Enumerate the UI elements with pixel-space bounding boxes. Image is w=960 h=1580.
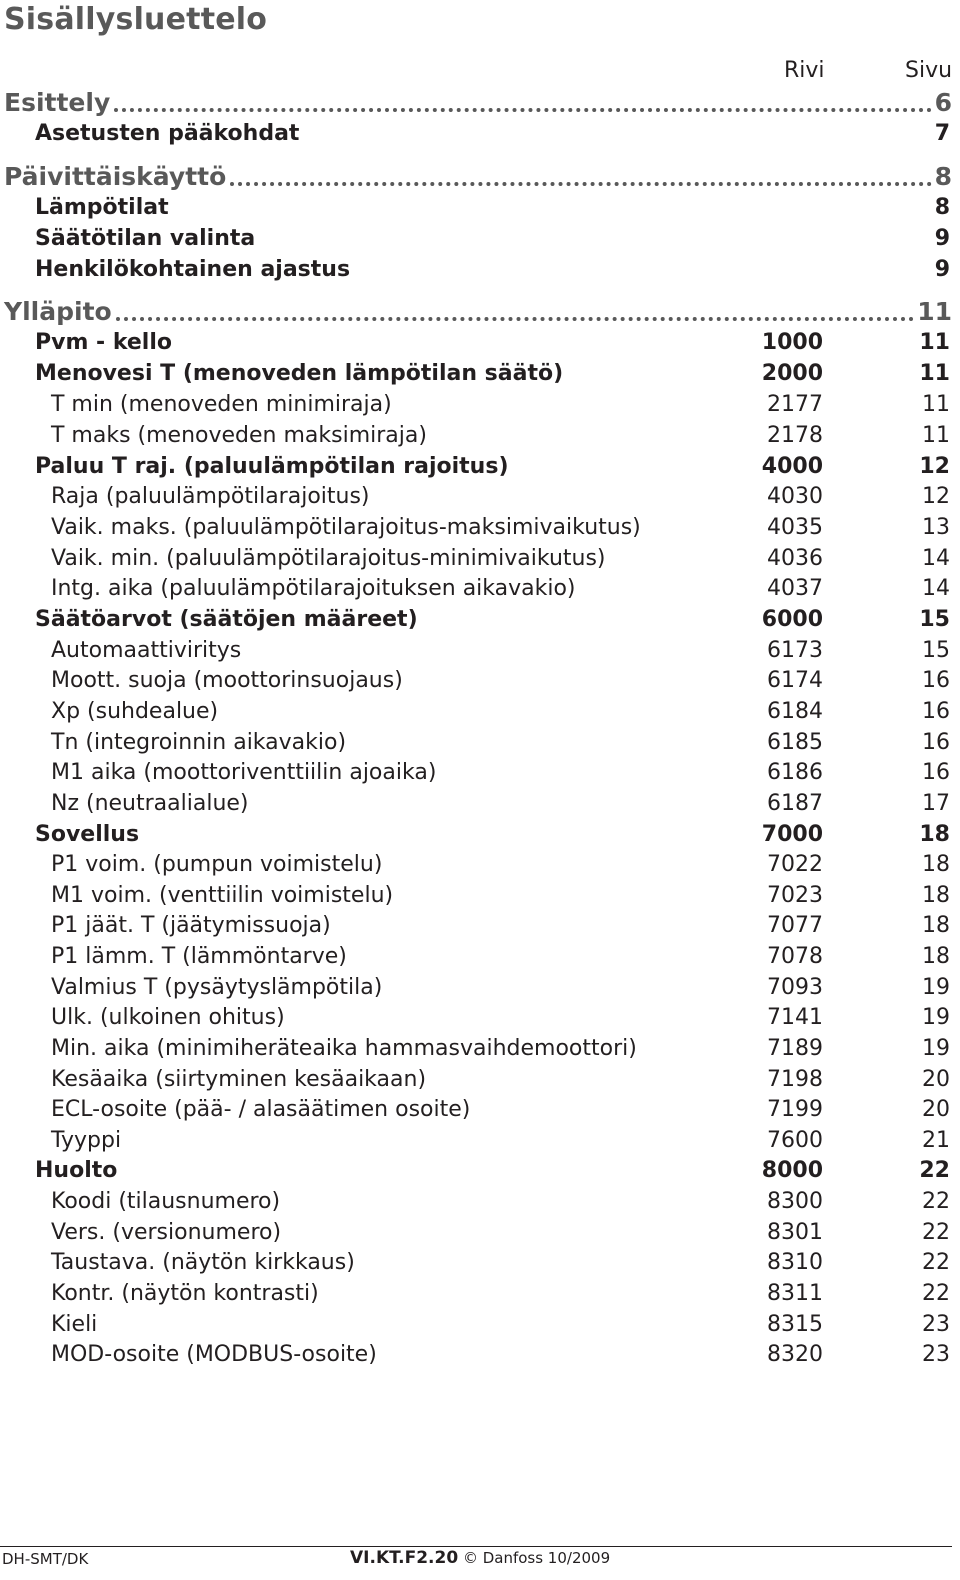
toc-row [0,728,960,758]
toc-label: Tyyppi [51,1128,122,1153]
toc-row [0,255,960,285]
toc-label: Raja (paluulämpötilarajoitus) [51,484,370,509]
toc-label: Sovellus [35,822,140,847]
toc-label: M1 aika (moottoriventtiilin ajoaika) [51,760,437,785]
toc-sivu: 8 [934,195,950,220]
toc-row [0,820,960,850]
toc-sivu: 11 [922,392,950,417]
toc-label: MOD-osoite (MODBUS-osoite) [51,1342,377,1367]
toc-row [0,1218,960,1248]
toc-row [0,482,960,512]
toc-label: Asetusten pääkohdat [35,121,300,146]
toc-label: Intg. aika (paluulämpötilarajoituksen aikavakio) [51,576,576,601]
toc-sivu: 16 [922,668,950,693]
toc-row [0,1248,960,1278]
toc-rivi: 7198 [767,1067,823,1092]
toc-row [0,911,960,941]
toc-row [0,636,960,666]
toc-rivi: 6000 [761,607,823,632]
toc-sivu: 18 [919,822,950,847]
toc-sivu: 13 [922,515,950,540]
toc-sivu: 8 [934,162,952,191]
toc-sivu: 16 [922,699,950,724]
toc-row [0,1279,960,1309]
toc-rivi: 7093 [767,975,823,1000]
toc-label: P1 voim. (pumpun voimistelu) [51,852,383,877]
toc-rivi: 7000 [761,822,823,847]
toc-rivi: 8311 [767,1281,823,1306]
toc-rivi: 2177 [767,392,823,417]
page-title: Sisällysluettelo [4,2,268,37]
toc-label: Ulk. (ulkoinen ohitus) [51,1005,285,1030]
toc-sivu: 18 [922,852,950,877]
footer-copyright: © Danfoss 10/2009 [462,1549,611,1567]
toc-row [0,193,960,223]
toc-label: Tn (integroinnin aikavakio) [51,730,347,755]
toc-rivi: 6174 [767,668,823,693]
toc-row [0,1034,960,1064]
toc-rivi: 4036 [767,546,823,571]
toc-sivu: 6 [934,88,952,117]
toc-sivu: 12 [922,484,950,509]
toc-row [0,1340,960,1370]
toc-sivu: 9 [934,226,950,251]
toc-rivi: 2000 [761,361,823,386]
toc-row [0,697,960,727]
toc-label: Kesäaika (siirtyminen kesäaikaan) [51,1067,427,1092]
toc-label: Säätöarvot (säätöjen määreet) [35,607,418,632]
toc-row [0,513,960,543]
toc-row [0,1003,960,1033]
toc-rivi: 4035 [767,515,823,540]
toc-row [0,605,960,635]
toc-label: Taustava. (näytön kirkkaus) [51,1250,355,1275]
toc-sivu: 23 [922,1342,950,1367]
toc-row [0,421,960,451]
toc-rivi: 8000 [761,1158,823,1183]
toc-rivi: 4000 [761,454,823,479]
toc-section-row [0,297,960,327]
toc-rivi: 7199 [767,1097,823,1122]
toc-sivu: 15 [919,607,950,632]
toc-sivu: 11 [919,361,950,386]
toc-rivi: 6173 [767,638,823,663]
toc-label: T maks (menoveden maksimiraja) [51,423,427,448]
toc-rivi: 8310 [767,1250,823,1275]
toc-row [0,758,960,788]
toc-rivi: 6187 [767,791,823,816]
toc-rivi: 7077 [767,913,823,938]
sivu-column-header: Sivu [905,58,953,83]
toc-sivu: 20 [922,1097,950,1122]
toc-label: Xp (suhdealue) [51,699,219,724]
dot-leader [116,317,914,321]
toc-row [0,390,960,420]
toc-label: Moott. suoja (moottorinsuojaus) [51,668,403,693]
toc-label: ECL-osoite (pää- / alasäätimen osoite) [51,1097,471,1122]
toc-row [0,574,960,604]
toc-row [0,1156,960,1186]
toc-rivi: 2178 [767,423,823,448]
toc-label: Ylläpito [4,297,112,326]
toc-sivu: 17 [922,791,950,816]
toc-sivu: 22 [919,1158,950,1183]
toc-sivu: 15 [922,638,950,663]
toc-sivu: 23 [922,1312,950,1337]
rivi-column-header: Rivi [784,58,825,83]
toc-label: Pvm - kello [35,330,172,355]
toc-sivu: 18 [922,944,950,969]
footer-doc-code: VI.KT.F2.20 [350,1548,459,1568]
toc-label: Nz (neutraalialue) [51,791,249,816]
footer-left-code: DH-SMT/DK [2,1550,89,1568]
toc-label: Huolto [35,1158,118,1183]
toc-rivi: 8320 [767,1342,823,1367]
toc-sivu: 21 [922,1128,950,1153]
toc-label: Automaattiviritys [51,638,242,663]
toc-row [0,452,960,482]
toc-section-row [0,88,960,118]
toc-label: P1 lämm. T (lämmöntarve) [51,944,347,969]
toc-sivu: 20 [922,1067,950,1092]
toc-label: Vers. (versionumero) [51,1220,282,1245]
toc-label: Henkilökohtainen ajastus [35,257,351,282]
toc-label: Vaik. min. (paluulämpötilarajoitus-minimivaikutus) [51,546,606,571]
toc-row [0,1310,960,1340]
toc-rivi: 1000 [761,330,823,355]
toc-sivu: 16 [922,760,950,785]
toc-rivi: 7600 [767,1128,823,1153]
dot-leader [114,108,932,112]
toc-sivu: 22 [922,1250,950,1275]
toc-sivu: 12 [919,454,950,479]
toc-sivu: 18 [922,883,950,908]
toc-sivu: 19 [922,1036,950,1061]
toc-sivu: 11 [922,423,950,448]
toc-sivu: 14 [922,576,950,601]
toc-label: Kieli [51,1312,98,1337]
toc-row [0,850,960,880]
toc-label: Valmius T (pysäytyslämpötila) [51,975,383,1000]
toc-section-row [0,162,960,192]
toc-sivu: 14 [922,546,950,571]
toc-row [0,328,960,358]
toc-rivi: 7023 [767,883,823,908]
toc-rivi: 4037 [767,576,823,601]
toc-sivu: 11 [917,297,952,326]
toc-sivu: 9 [934,257,950,282]
dot-leader [230,182,932,186]
toc-row [0,119,960,149]
toc-sivu: 16 [922,730,950,755]
toc-sivu: 22 [922,1189,950,1214]
toc-rivi: 8301 [767,1220,823,1245]
toc-label: Lämpötilat [35,195,169,220]
toc-sivu: 18 [922,913,950,938]
toc-row [0,942,960,972]
toc-label: Min. aika (minimiheräteaika hammasvaihdemoottori) [51,1036,637,1061]
toc-sivu: 19 [922,1005,950,1030]
toc-row [0,1065,960,1095]
toc-row [0,881,960,911]
toc-rivi: 6185 [767,730,823,755]
toc-rivi: 4030 [767,484,823,509]
toc-rivi: 8300 [767,1189,823,1214]
toc-label: Menovesi T (menoveden lämpötilan säätö) [35,361,564,386]
toc-label: Paluu T raj. (paluulämpötilan rajoitus) [35,454,509,479]
toc-rivi: 6186 [767,760,823,785]
toc-label: P1 jäät. T (jäätymissuoja) [51,913,331,938]
toc-label: Koodi (tilausnumero) [51,1189,281,1214]
toc-label: Kontr. (näytön kontrasti) [51,1281,319,1306]
toc-label: M1 voim. (venttiilin voimistelu) [51,883,394,908]
toc-row [0,359,960,389]
toc-sivu: 19 [922,975,950,1000]
toc-row [0,224,960,254]
toc-row [0,1187,960,1217]
toc-sivu: 11 [919,330,950,355]
toc-row [0,973,960,1003]
toc-label: Vaik. maks. (paluulämpötilarajoitus-maksimivaikutus) [51,515,641,540]
toc-label: Esittely [4,88,111,117]
toc-row [0,544,960,574]
toc-sivu: 7 [934,121,950,146]
toc-row [0,789,960,819]
toc-rivi: 7022 [767,852,823,877]
toc-label: Päivittäiskäyttö [4,162,227,191]
toc-row [0,1126,960,1156]
toc-rivi: 7078 [767,944,823,969]
toc-sivu: 22 [922,1281,950,1306]
toc-rivi: 8315 [767,1312,823,1337]
toc-label: Säätötilan valinta [35,226,256,251]
toc-label: T min (menoveden minimiraja) [51,392,392,417]
toc-rivi: 7141 [767,1005,823,1030]
footer-document-info [350,1548,610,1568]
toc-rivi: 6184 [767,699,823,724]
toc-row [0,1095,960,1125]
toc-row [0,666,960,696]
toc-rivi: 7189 [767,1036,823,1061]
footer-divider [0,1546,952,1547]
toc-sivu: 22 [922,1220,950,1245]
